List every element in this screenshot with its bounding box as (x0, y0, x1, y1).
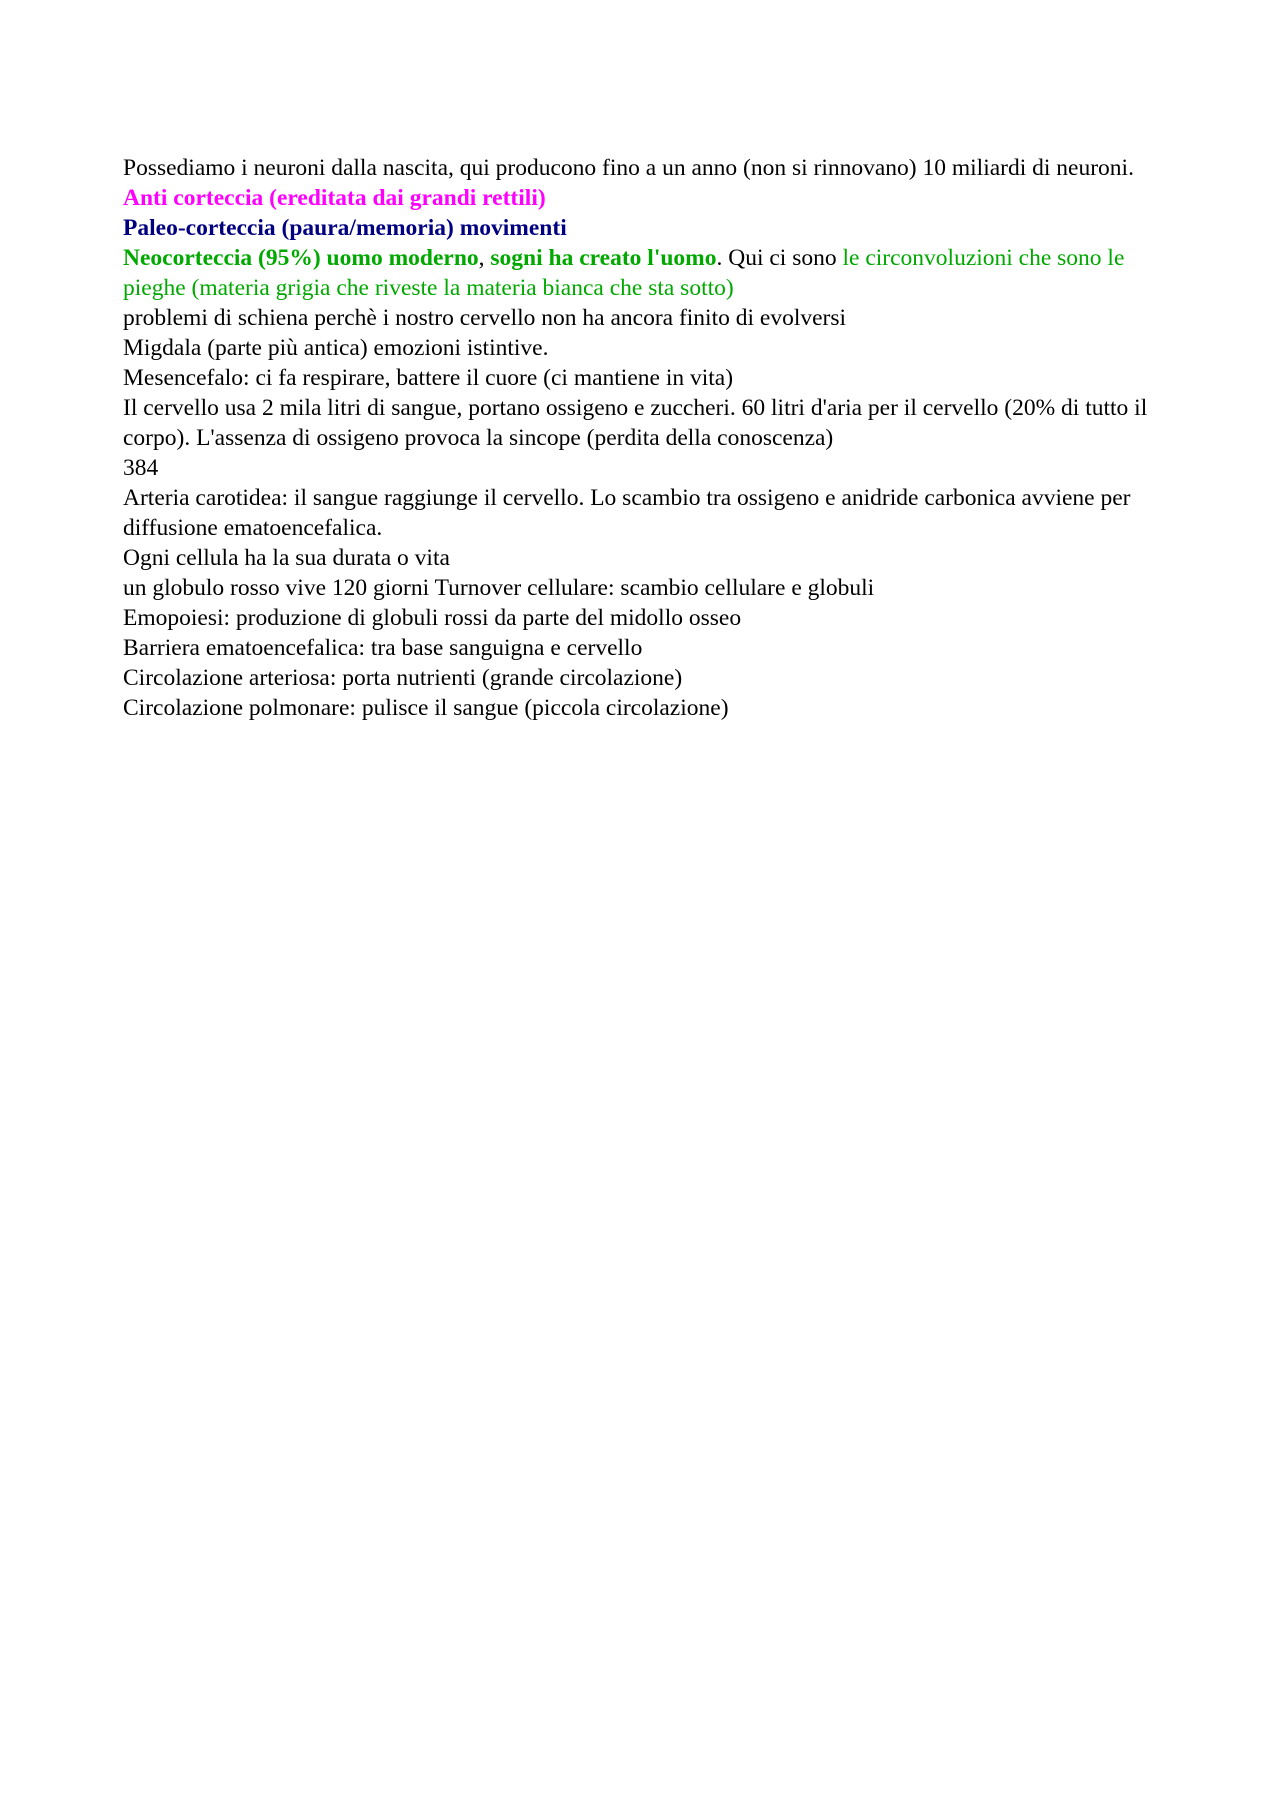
paragraph-circolazione-polmonare: Circolazione polmonare: pulisce il sangue (piccola circolazione) (123, 695, 729, 721)
neocorteccia-sogni: sogni ha creato l'uomo (490, 245, 717, 271)
paragraph-cellula-durata: Ogni cellula ha la sua durata o vita (123, 545, 450, 571)
paragraph-barriera: Barriera ematoencefalica: tra base sanguigna e cervello (123, 635, 643, 661)
document-body (123, 153, 1163, 723)
paragraph-migdala: Migdala (parte più antica) emozioni istintive. (123, 335, 549, 361)
paragraph-circolazione-arteriosa: Circolazione arteriosa: porta nutrienti (grande circolazione) (123, 665, 683, 691)
paragraph-page-number: 384 (123, 455, 159, 481)
paragraph-neocorteccia (123, 243, 1163, 303)
neocorteccia-separator: , (478, 245, 491, 271)
neocorteccia-heading: Neocorteccia (95%) uomo moderno (123, 245, 479, 271)
neocorteccia-middle: . Qui ci sono (716, 245, 843, 271)
paragraph-anti-corteccia: Anti corteccia (ereditata dai grandi rettili) (123, 185, 546, 211)
paragraph-neurons: Possediamo i neuroni dalla nascita, qui producono fino a un anno (non si rinnovano) 10 miliardi di neuroni. (123, 155, 1134, 181)
paragraph-schiena: problemi di schiena perchè i nostro cervello non ha ancora finito di evolversi (123, 305, 847, 331)
paragraph-cervello-sangue: Il cervello usa 2 mila litri di sangue, portano ossigeno e zuccheri. 60 litri d'aria per il cervello (20% di tutto il corpo). L'assenza di ossigeno provoca la sincope (perdita della conoscenza) (123, 395, 1148, 451)
neocorteccia-circonvoluzioni: le circonvoluzioni che sono le pieghe (materia grigia che riveste la materia bianca che sta sotto) (123, 245, 1125, 301)
paragraph-arteria-carotidea: Arteria carotidea: il sangue raggiunge il cervello. Lo scambio tra ossigeno e anidride carbonica avviene per diffusione ematoencefalica. (123, 485, 1131, 541)
paragraph-mesencefalo: Mesencefalo: ci fa respirare, battere il cuore (ci mantiene in vita) (123, 365, 734, 391)
paragraph-paleo-corteccia: Paleo-corteccia (paura/memoria) movimenti (123, 215, 567, 241)
paragraph-globulo-rosso: un globulo rosso vive 120 giorni Turnover cellulare: scambio cellulare e globuli (123, 575, 875, 601)
paragraph-emopoiesi: Emopoiesi: produzione di globuli rossi da parte del midollo osseo (123, 605, 742, 631)
